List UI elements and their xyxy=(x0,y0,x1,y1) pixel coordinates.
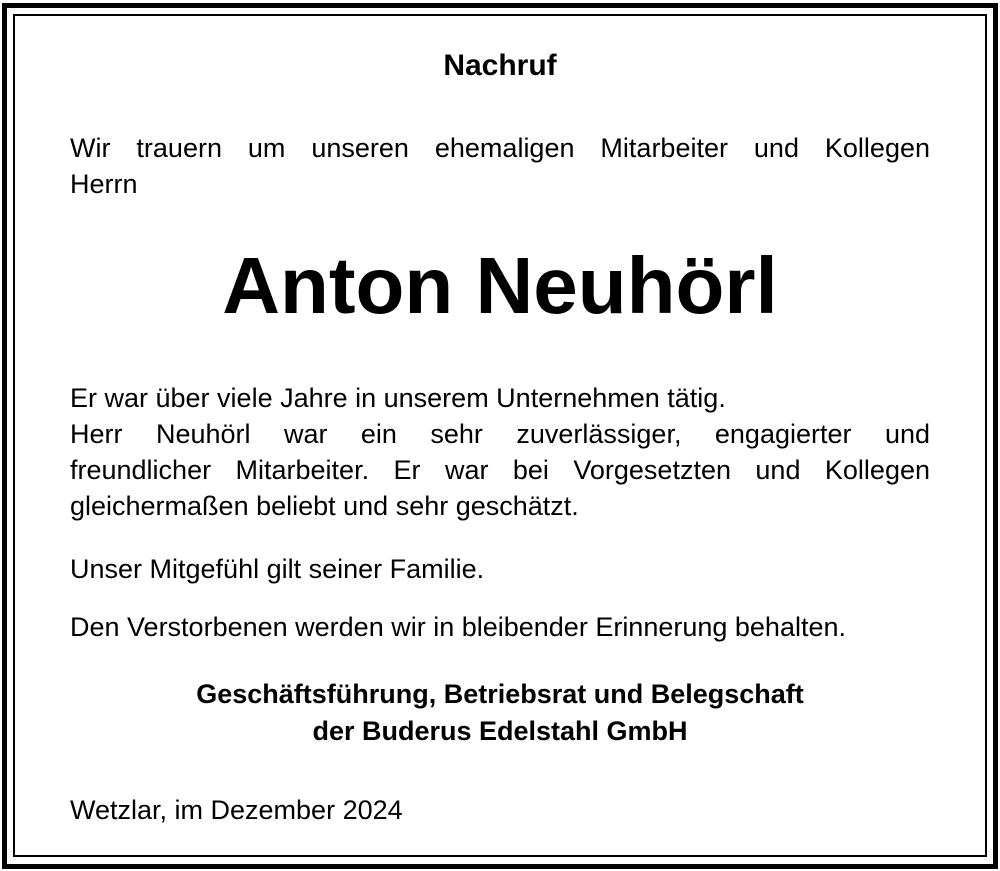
body-line: Herr Neuhörl war ein sehr zuverlässiger, engagierter und xyxy=(70,419,930,449)
remembrance-text: Den Verstorbenen werden wir in bleibender Erinnerung behalten. xyxy=(70,612,846,642)
intro-paragraph xyxy=(70,130,930,202)
intro-line: Wir trauern um unseren ehemaligen Mitarbeiter und Kollegen xyxy=(70,133,930,163)
place-date: Wetzlar, im Dezember 2024 xyxy=(70,795,403,825)
notice-title: Nachruf xyxy=(443,49,557,82)
body-line: freundlicher Mitarbeiter. Er war bei Vorgesetzten und Kollegen xyxy=(70,455,930,485)
body-line: gleichermaßen beliebt und sehr geschätzt. xyxy=(70,491,579,521)
intro-line: Herrn xyxy=(70,169,138,199)
signature-line: der Buderus Edelstahl GmbH xyxy=(312,716,688,746)
signature-block xyxy=(70,676,930,750)
sympathy-text: Unser Mitgefühl gilt seiner Familie. xyxy=(70,554,485,584)
signature-line: Geschäftsführung, Betriebsrat und Belegschaft xyxy=(196,679,804,709)
body-line: Er war über viele Jahre in unserem Unternehmen tätig. xyxy=(70,383,726,413)
deceased-name: Anton Neuhörl xyxy=(222,241,778,330)
body-paragraph xyxy=(70,380,930,524)
